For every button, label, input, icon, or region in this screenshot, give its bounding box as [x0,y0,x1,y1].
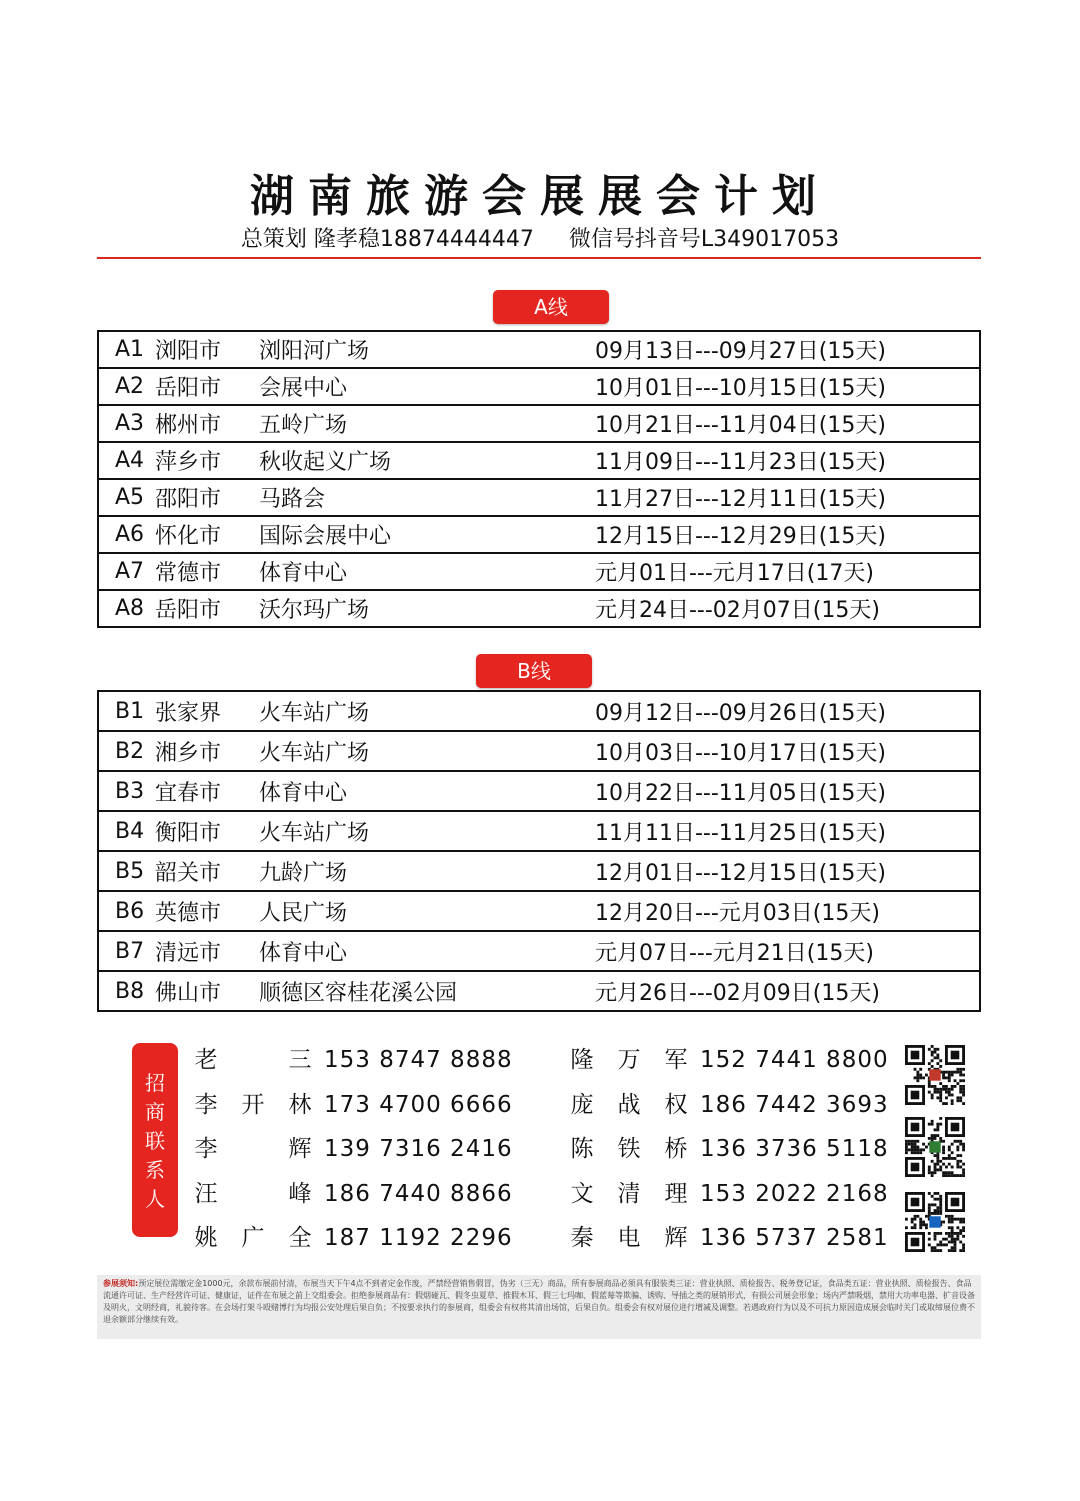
row-venue: 体育中心 [259,931,595,971]
contacts-left-list [194,1040,513,1263]
contact-row [194,1218,513,1263]
contact-phone: 136 3736 5118 [700,1136,889,1162]
contact-phone: 136 5737 2581 [700,1225,889,1251]
schedule-row [98,851,980,891]
qr-code-icon [905,1192,965,1252]
row-dates: 11月11日---11月25日(15天) [595,811,980,851]
contacts-label: 招 商 联 系 人 [132,1043,178,1237]
schedule-row [98,479,980,516]
schedule-row [98,442,980,479]
contact-name: 李 辉 [194,1136,312,1162]
contact-name: 文 清 理 [570,1180,688,1207]
row-dates: 10月22日---11月05日(15天) [595,771,980,811]
qr-code-icon [905,1117,965,1177]
row-code: B3 [98,771,155,811]
row-dates: 11月27日---12月11日(15天) [595,479,980,516]
schedule-row [98,731,980,771]
planner-info: 总策划 隆孝稳18874444447 [240,227,534,252]
contacts-section [130,1040,980,1260]
row-venue: 体育中心 [259,771,595,811]
contact-row [194,1174,513,1219]
row-venue: 九龄广场 [259,851,595,891]
row-code: A7 [98,553,155,590]
schedule-row [98,771,980,811]
row-city: 岳阳市 [155,368,259,405]
contact-phone: 186 7440 8866 [324,1180,513,1207]
contacts-right-list [570,1040,889,1263]
row-code: B6 [98,891,155,931]
row-venue: 国际会展中心 [259,516,595,553]
contact-row [194,1040,513,1085]
row-venue: 马路会 [259,479,595,516]
contact-name: 老 三 [194,1047,312,1073]
row-city: 浏阳市 [155,331,259,368]
row-dates: 10月21日---11月04日(15天) [595,405,980,442]
contact-row [194,1085,513,1130]
contact-name: 李 开 林 [194,1091,312,1118]
contact-row [570,1040,889,1085]
row-code: A1 [98,331,155,368]
schedule-row [98,368,980,405]
schedule-row [98,516,980,553]
contact-name: 隆 万 军 [570,1047,688,1073]
social-id: 微信号抖音号L349017053 [568,227,840,252]
row-code: A6 [98,516,155,553]
contact-row [194,1129,513,1174]
row-dates: 10月03日---10月17日(15天) [595,731,980,771]
row-venue: 火车站广场 [259,691,595,731]
row-city: 常德市 [155,553,259,590]
row-city: 湘乡市 [155,731,259,771]
row-venue: 五岭广场 [259,405,595,442]
row-dates: 12月20日---元月03日(15天) [595,891,980,931]
contact-row [570,1218,889,1263]
row-dates: 元月26日---02月09日(15天) [595,971,980,1011]
row-city: 怀化市 [155,516,259,553]
page-title: 湖南旅游会展展会计划 [250,171,830,222]
line-a-table [97,330,981,628]
row-venue: 浏阳河广场 [259,331,595,368]
row-city: 英德市 [155,891,259,931]
participation-notice [97,1275,981,1339]
contact-name: 秦 电 辉 [570,1225,688,1251]
row-venue: 会展中心 [259,368,595,405]
line-b-badge: B线 [476,654,592,688]
notice-label: 参展须知: [103,1279,139,1288]
row-code: A3 [98,405,155,442]
row-code: A5 [98,479,155,516]
row-code: B1 [98,691,155,731]
contact-name: 庞 战 权 [570,1091,688,1118]
row-city: 宜春市 [155,771,259,811]
schedule-row [98,553,980,590]
row-code: A8 [98,590,155,627]
contact-row [570,1174,889,1219]
row-city: 岳阳市 [155,590,259,627]
row-city: 衡阳市 [155,811,259,851]
row-dates: 09月12日---09月26日(15天) [595,691,980,731]
row-code: B4 [98,811,155,851]
contact-phone: 153 2022 2168 [700,1180,889,1207]
row-dates: 元月01日---元月17日(17天) [595,553,980,590]
schedule-row [98,331,980,368]
schedule-row [98,891,980,931]
contact-phone: 152 7441 8800 [700,1047,889,1073]
schedule-row [98,691,980,731]
row-venue: 火车站广场 [259,811,595,851]
row-city: 张家界 [155,691,259,731]
row-dates: 元月07日---元月21日(15天) [595,931,980,971]
contact-phone: 139 7316 2416 [324,1136,513,1162]
row-dates: 10月01日---10月15日(15天) [595,368,980,405]
row-code: A2 [98,368,155,405]
row-dates: 09月13日---09月27日(15天) [595,331,980,368]
contact-row [570,1129,889,1174]
contact-phone: 153 8747 8888 [324,1047,513,1073]
qr-code-icon [905,1045,965,1105]
row-city: 佛山市 [155,971,259,1011]
row-city: 萍乡市 [155,442,259,479]
schedule-row [98,590,980,627]
row-dates: 12月15日---12月29日(15天) [595,516,980,553]
line-a-badge: A线 [493,290,609,324]
row-city: 郴州市 [155,405,259,442]
contact-name: 汪 峰 [194,1180,312,1207]
line-b-table [97,690,981,1012]
schedule-row [98,971,980,1011]
contact-name: 陈 铁 桥 [570,1136,688,1162]
row-code: B7 [98,931,155,971]
row-dates: 11月09日---11月23日(15天) [595,442,980,479]
row-code: B8 [98,971,155,1011]
schedule-row [98,405,980,442]
contact-name: 姚 广 全 [194,1225,312,1251]
row-venue: 沃尔玛广场 [259,590,595,627]
row-code: B2 [98,731,155,771]
contact-phone: 186 7442 3693 [700,1091,889,1118]
notice-text: 预定展位需缴定金1000元，余款布展前付清，布展当天下午4点不到者定金作废，严禁经营销售假冒，伪劣（三无）商品，所有参展商品必须具有服装类三证：营业执照、质检报告、税务登记证，食品类五证：营业执照、质检报告、食品流通许可证、生产经营许可证、健康证，证件在布展之前上交组委会。拒绝参展商品有：假烟碰瓦、假冬虫夏草、推假木耳、假三七玛咖、假蓝莓等欺骗、诱购、导插之类的展销形式，有损公司展会形象；场内严禁吸烟，禁用大功率电器、扩音设备及明火，文明经商，礼貌待客。在会场打架斗殴赌博行为均报公安处理后果自负；不按要求执行的参展商，组委会有权将其清出场馆，后果自负。组委会有权对展位进行增减及调整。若遇政府行为以及不可抗力原因造成展会临时关门或取缔展位费不退余额部分继续有效。 [103,1279,975,1324]
row-venue: 人民广场 [259,891,595,931]
row-venue: 顺德区容桂花溪公园 [259,971,595,1011]
row-venue: 火车站广场 [259,731,595,771]
schedule-row [98,811,980,851]
row-venue: 秋收起义广场 [259,442,595,479]
contact-phone: 187 1192 2296 [324,1225,513,1251]
contact-row [570,1085,889,1130]
title-divider [97,257,981,259]
row-city: 邵阳市 [155,479,259,516]
row-code: B5 [98,851,155,891]
page-subtitle [0,222,1080,253]
row-code: A4 [98,442,155,479]
contact-phone: 173 4700 6666 [324,1091,513,1118]
schedule-row [98,931,980,971]
row-city: 韶关市 [155,851,259,891]
row-dates: 元月24日---02月07日(15天) [595,590,980,627]
row-city: 清远市 [155,931,259,971]
row-dates: 12月01日---12月15日(15天) [595,851,980,891]
row-venue: 体育中心 [259,553,595,590]
